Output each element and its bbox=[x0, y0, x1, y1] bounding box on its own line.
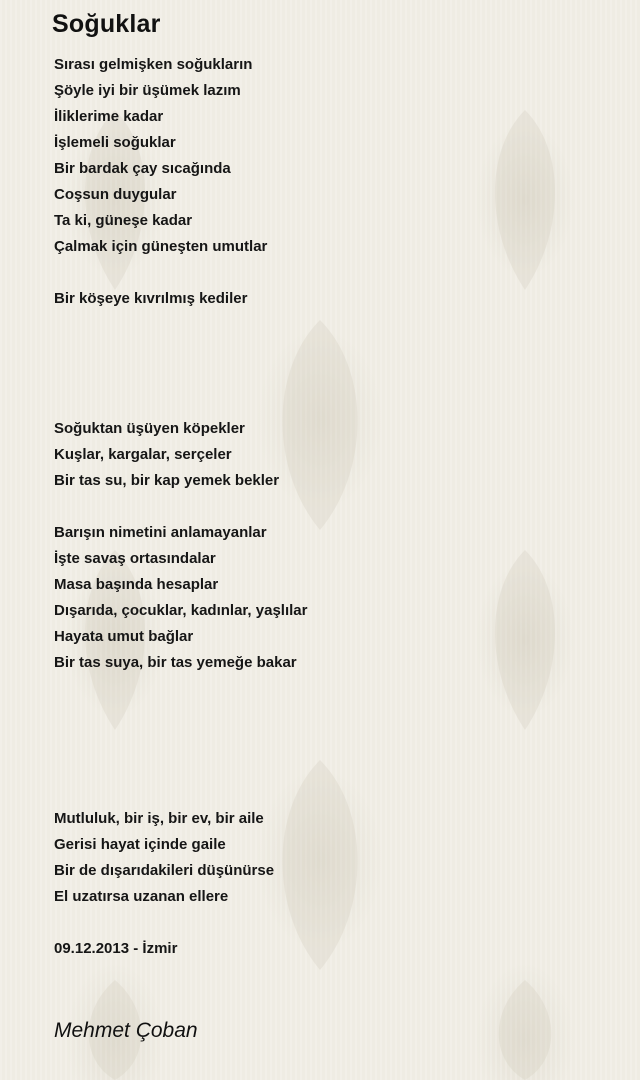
stanza-break bbox=[54, 494, 614, 520]
poem-line: Dışarıda, çocuklar, kadınlar, yaşlılar bbox=[54, 602, 308, 619]
poem-line: 09.12.2013 - İzmir bbox=[54, 940, 178, 957]
stanza-break bbox=[54, 702, 614, 728]
poem-line: İliklerime kadar bbox=[54, 108, 164, 125]
stanza-break bbox=[54, 390, 614, 416]
poem-line: Soğuktan üşüyen köpekler bbox=[54, 420, 245, 437]
poem-line: Ta ki, güneşe kadar bbox=[54, 212, 193, 229]
stanza-break bbox=[54, 910, 614, 936]
stanza-break bbox=[54, 260, 614, 286]
poem-line: Bir bardak çay sıcağında bbox=[54, 160, 231, 177]
poem-line: Kuşlar, kargalar, serçeler bbox=[54, 446, 232, 463]
poem-line: İşte savaş ortasındalar bbox=[54, 550, 216, 567]
poem-line: Coşsun duygular bbox=[54, 186, 177, 203]
poem-line: Hayata umut bağlar bbox=[54, 628, 194, 645]
stanza-break bbox=[54, 754, 614, 780]
poem-line: Çalmak için güneşten umutlar bbox=[54, 238, 268, 255]
stanza-break bbox=[54, 676, 614, 702]
poem-author: Mehmet Çoban bbox=[54, 1019, 198, 1042]
poem-line: Bir tas su, bir kap yemek bekler bbox=[54, 472, 280, 489]
poem-body bbox=[54, 52, 614, 962]
stanza-break bbox=[54, 312, 614, 338]
poem-line: Sırası gelmişken soğukların bbox=[54, 56, 253, 73]
poem-line: Bir tas suya, bir tas yemeğe bakar bbox=[54, 654, 297, 671]
poem-line: Masa başında hesaplar bbox=[54, 576, 219, 593]
poem-title: Soğuklar bbox=[52, 10, 161, 38]
poem-line: Gerisi hayat içinde gaile bbox=[54, 836, 226, 853]
poem-line: Mutluluk, bir iş, bir ev, bir aile bbox=[54, 810, 264, 827]
poem-line: El uzatırsa uzanan ellere bbox=[54, 888, 229, 905]
poem-line: Barışın nimetini anlamayanlar bbox=[54, 524, 267, 541]
poem-line: İşlemeli soğuklar bbox=[54, 134, 176, 151]
poem-line: Bir köşeye kıvrılmış kediler bbox=[54, 290, 248, 307]
poem-line: Şöyle iyi bir üşümek lazım bbox=[54, 82, 241, 99]
stanza-break bbox=[54, 338, 614, 364]
stanza-break bbox=[54, 780, 614, 806]
stanza-break bbox=[54, 364, 614, 390]
poem-line: Bir de dışarıdakileri düşünürse bbox=[54, 862, 275, 879]
stanza-break bbox=[54, 728, 614, 754]
